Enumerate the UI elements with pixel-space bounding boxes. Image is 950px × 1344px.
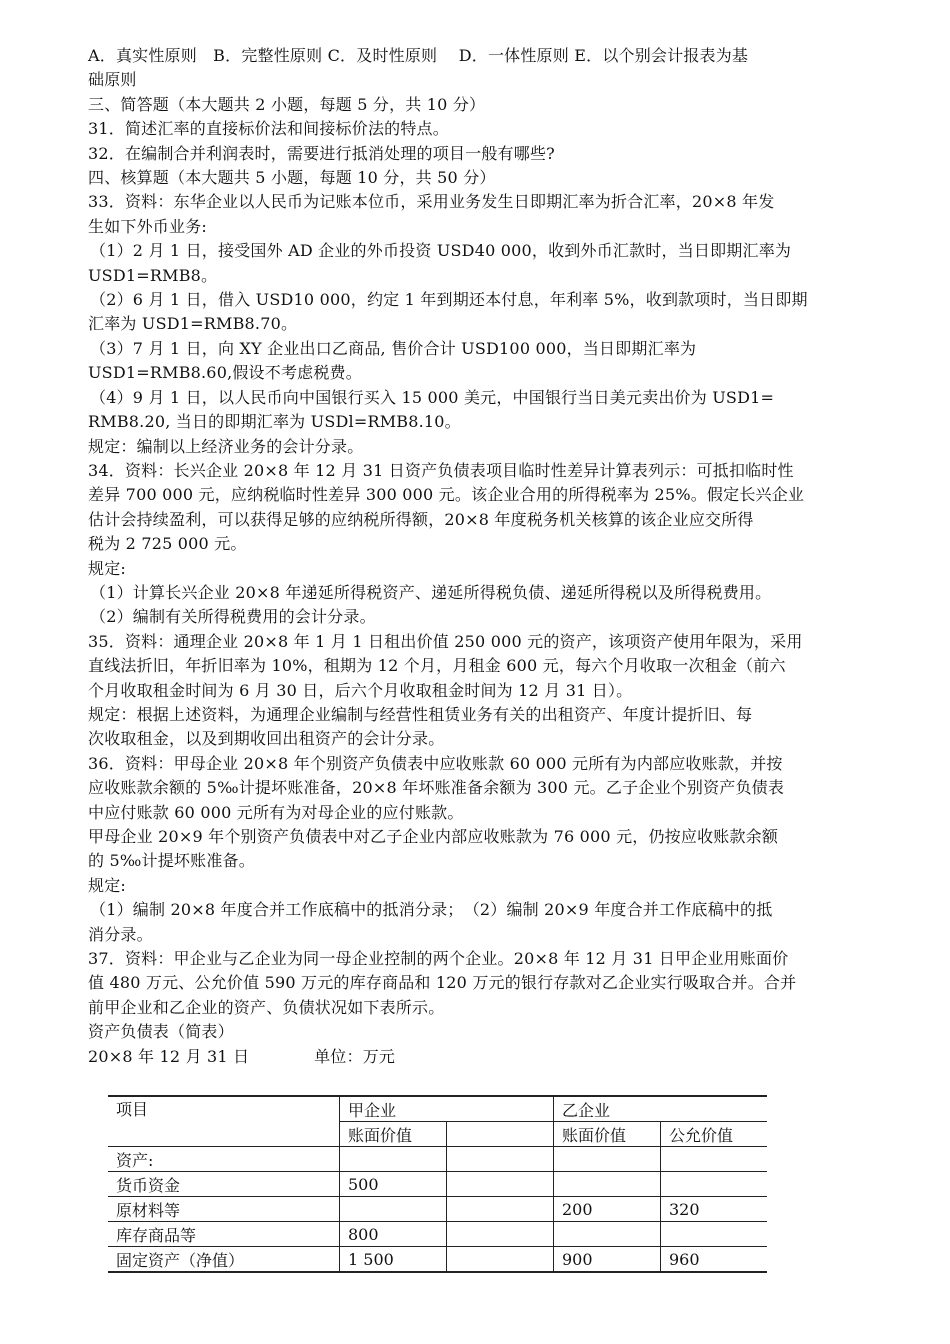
question-32: 32．在编制合并利润表时，需要进行抵消处理的项目一般有哪些? <box>88 143 555 163</box>
question-34: 34．资料：长兴企业 20×8 年 12 月 31 日资产负债表项目临时性差异计算表列示：可抵扣临时性 <box>88 460 794 480</box>
question-33: 33．资料：东华企业以人民币为记账本位币，采用业务发生日即期汇率为折合汇率，20×8 年发 <box>88 192 775 212</box>
table-header-cell: 账面价值 <box>340 1122 447 1147</box>
text-line: 规定：根据上述资料，为通理企业编制与经营性租赁业务有关的出租资产、年度计提折旧、每 <box>88 704 753 724</box>
table-header-cell: 公允价值 <box>661 1122 768 1147</box>
text-line: USD1=RMB8。 <box>88 265 218 285</box>
text-line: （1）计算长兴企业 20×8 年递延所得税资产、递延所得税负债、递延所得税以及所得税费用。 <box>90 582 772 602</box>
text-line: USD1=RMB8.60,假设不考虑税费。 <box>88 363 362 383</box>
table-cell: 库存商品等 <box>108 1222 340 1247</box>
text-line: 差异 700 000 元，应纳税临时性差异 300 000 元。该企业合用的所得税率为 25%。假定长兴企业 <box>88 485 805 505</box>
text-line: （2）编制有关所得税费用的会计分录。 <box>90 607 376 627</box>
table-row <box>108 1172 767 1197</box>
balance-sheet-table <box>108 1095 767 1273</box>
table-cell <box>554 1222 661 1247</box>
text-line: 规定: <box>88 875 126 895</box>
table-header-cell: 项目 <box>108 1096 340 1147</box>
table-header-cell: 甲企业 <box>340 1096 554 1122</box>
table-cell: 960 <box>661 1247 768 1273</box>
table-cell: 固定资产（净值） <box>108 1247 340 1273</box>
question-36: 36．资料：甲母企业 20×8 年个别资产负债表中应收账款 60 000 元所有为内部应收账款，并按 <box>88 753 783 773</box>
text-line: A．真实性原则 B．完整性原则 C．及时性原则 D．一体性原则 E．以个别会计报表为基 <box>88 46 749 65</box>
table-cell: 货币资金 <box>108 1172 340 1197</box>
document-body <box>88 44 888 1069</box>
text-line: 个月收取租金时间为 6 月 30 日，后六个月收取租金时间为 12 月 31 日）。 <box>88 680 633 700</box>
table-cell <box>447 1197 554 1222</box>
table-cell: 原材料等 <box>108 1197 340 1222</box>
text-line: 础原则 <box>88 70 137 90</box>
table-header-cell: 乙企业 <box>554 1096 768 1122</box>
text-line: 估计会持续盈利，可以获得足够的应纳税所得额，20×8 年度税务机关核算的该企业应交所得 <box>88 509 754 529</box>
text-line: 规定：编制以上经济业务的会计分录。 <box>88 436 364 456</box>
table-cell <box>340 1147 447 1172</box>
text-line: 前甲企业和乙企业的资产、负债状况如下表所示。 <box>88 997 445 1017</box>
table-cell <box>661 1147 768 1172</box>
table-cell: 900 <box>554 1247 661 1273</box>
table-row <box>108 1197 767 1222</box>
text-line: 应收账款余额的 5‰计提坏账准备，20×8 年坏账准备余额为 300 元。乙子企业个别资产负债表 <box>88 778 785 798</box>
section-heading: 四、核算题（本大题共 5 小题，每题 10 分，共 50 分） <box>88 168 496 188</box>
text-line: 税为 2 725 000 元。 <box>88 534 247 554</box>
text-line: 规定: <box>88 558 126 578</box>
table-header-cell: 账面价值 <box>554 1122 661 1147</box>
table-cell <box>554 1172 661 1197</box>
text-line: （2）6 月 1 日，借入 USD10 000，约定 1 年到期还本付息，年利率 5%，收到款项时，当日即期 <box>90 290 808 310</box>
table-cell: 500 <box>340 1172 447 1197</box>
text-line: 直线法折旧，年折旧率为 10%，租期为 12 个月，月租金 600 元，每六个月收取一次租金（前六 <box>88 656 786 676</box>
text-line: 生如下外币业务: <box>88 216 207 236</box>
table-cell <box>661 1222 768 1247</box>
table-cell: 200 <box>554 1197 661 1222</box>
text-line: （4）9 月 1 日，以人民币向中国银行买入 15 000 美元，中国银行当日美元卖出价为 USD1= <box>90 387 775 407</box>
table-cell <box>554 1147 661 1172</box>
text-line: 中应付账款 60 000 元所有为对母企业的应付账款。 <box>88 802 464 822</box>
table-row <box>108 1222 767 1247</box>
table-cell <box>447 1172 554 1197</box>
table-cell: 320 <box>661 1197 768 1222</box>
section-heading: 三、简答题（本大题共 2 小题，每题 5 分，共 10 分） <box>88 94 486 114</box>
table-cell <box>661 1172 768 1197</box>
question-31: 31．简述汇率的直接标价法和间接标价法的特点。 <box>88 119 449 139</box>
table-cell <box>447 1247 554 1273</box>
table-header-cell <box>447 1122 554 1147</box>
question-35: 35．资料：通理企业 20×8 年 1 月 1 日租出价值 250 000 元的资产，该项资产使用年限为，采用 <box>88 631 803 651</box>
text-line: 次收取租金，以及到期收回出租资产的会计分录。 <box>88 729 445 749</box>
text-line: RMB8.20, 当日的即期汇率为 USDl=RMB8.10。 <box>88 412 461 432</box>
table-cell <box>447 1147 554 1172</box>
text-line: 消分录。 <box>88 924 153 944</box>
text-line: 甲母企业 20×9 年个别资产负债表中对乙子企业内部应收账款为 76 000 元，仍按应收账款余额 <box>88 827 779 846</box>
table-header-row <box>108 1096 767 1122</box>
table-cell <box>340 1197 447 1222</box>
table-cell: 1 500 <box>340 1247 447 1273</box>
table-row <box>108 1247 767 1273</box>
table-row <box>108 1147 767 1172</box>
table-title: 资产负债表（简表） <box>88 1022 234 1042</box>
text-line: （1）2 月 1 日，接受国外 AD 企业的外币投资 USD40 000，收到外币汇款时，当日即期汇率为 <box>90 241 792 261</box>
table-cell: 800 <box>340 1222 447 1247</box>
text-line: （1）编制 20×8 年度合并工作底稿中的抵消分录； （2）编制 20×9 年度合并工作底稿中的抵 <box>90 900 773 920</box>
table-cell <box>447 1222 554 1247</box>
text-line: 的 5‰计提坏账准备。 <box>88 851 255 871</box>
text-line: 汇率为 USD1=RMB8.70。 <box>88 314 298 334</box>
table-subtitle: 20×8 年 12 月 31 日 单位：万元 <box>88 1046 396 1066</box>
table-cell: 资产: <box>108 1147 340 1172</box>
question-37: 37．资料：甲企业与乙企业为同一母企业控制的两个企业。20×8 年 12 月 31 日甲企业用账面价 <box>88 949 789 969</box>
text-line: （3）7 月 1 日，向 XY 企业出口乙商品, 售价合计 USD100 000，当日即期汇率为 <box>90 338 697 358</box>
text-line: 值 480 万元、公允价值 590 万元的库存商品和 120 万元的银行存款对乙企业实行吸取合并。合并 <box>88 973 797 993</box>
